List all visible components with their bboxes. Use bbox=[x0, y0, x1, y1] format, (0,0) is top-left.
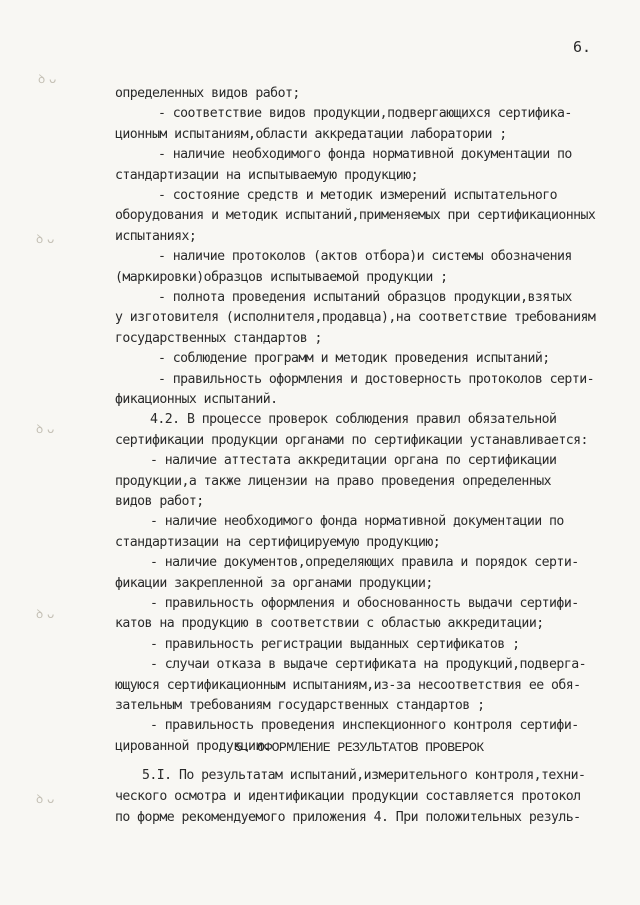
text-line: зательным требованиям государственных стандартов ; bbox=[115, 698, 485, 713]
scan-smudge: ꝺ ᴗ bbox=[36, 607, 55, 621]
text-line: фикационных испытаний. bbox=[115, 392, 278, 407]
text-line: - правильность оформления и достоверность протоколов серти- bbox=[158, 372, 594, 387]
text-line: стандартизации на испытываемую продукцию; bbox=[115, 168, 418, 183]
text-line: - правильность регистрации выданных сертификатов ; bbox=[150, 637, 520, 652]
text-line: испытаниях; bbox=[115, 229, 197, 244]
text-line: у изготовителя (исполнителя,продавца),на соответствие требованиям bbox=[115, 310, 596, 325]
text-line: стандартизации на сертифицируемую продукцию; bbox=[115, 535, 441, 550]
text-line: ционным испытаниям,области аккредатации лаборатории ; bbox=[115, 127, 507, 142]
text-line: государственных стандартов ; bbox=[115, 331, 322, 346]
text-line: - полнота проведения испытаний образцов продукции,взятых bbox=[158, 290, 572, 305]
text-line: - наличие протоколов (актов отбора)и системы обозначения bbox=[158, 249, 572, 264]
text-line: оборудования и методик испытаний,применяемых при сертификационных bbox=[115, 208, 596, 223]
page-number: 6. bbox=[573, 38, 592, 56]
text-line: фикации закрепленной за органами продукции; bbox=[115, 576, 433, 591]
text-line: видов работ; bbox=[115, 494, 204, 509]
text-line: - правильность проведения инспекционного контроля сертифи- bbox=[150, 718, 579, 733]
scan-smudge: ꝺ ᴗ bbox=[38, 72, 57, 86]
text-line: - соблюдение программ и методик проведения испытаний; bbox=[158, 351, 550, 366]
text-line: - случаи отказа в выдаче сертификата на продукций,подверга- bbox=[150, 657, 586, 672]
scan-smudge: ꝺ ᴗ bbox=[36, 422, 55, 436]
scan-smudge: ꝺ ᴗ bbox=[36, 792, 55, 806]
text-line: - наличие необходимого фонда нормативной документации по bbox=[150, 514, 564, 529]
text-line: - правильность оформления и обоснованность выдачи сертифи- bbox=[150, 596, 579, 611]
text-line: 4.2. В процессе проверок соблюдения правил обязательной bbox=[150, 412, 557, 427]
text-line: - наличие необходимого фонда нормативной документации по bbox=[158, 147, 572, 162]
text-line: по форме рекомендуемого приложения 4. При положительных резуль- bbox=[115, 810, 581, 825]
text-line: катов на продукцию в соответствии с областью аккредитации; bbox=[115, 616, 544, 631]
text-line: (маркировки)образцов испытываемой продукции ; bbox=[115, 270, 448, 285]
text-line: ческого осмотра и идентификации продукции составляется протокол bbox=[115, 789, 581, 804]
text-line: 5.I. По результатам испытаний,измерительного контроля,техни- bbox=[142, 768, 586, 783]
section-heading: 5. ОФОРМЛЕНИЕ РЕЗУЛЬТАТОВ ПРОВЕРОК bbox=[235, 740, 484, 755]
text-line: цированной продукции. bbox=[115, 739, 271, 754]
text-line: - состояние средств и методик измерений испытательного bbox=[158, 188, 558, 203]
text-line: - соответствие видов продукции,подвергающихся сертифика- bbox=[158, 106, 572, 121]
text-line: продукции,а также лицензии на право проведения определенных bbox=[115, 474, 551, 489]
text-line: - наличие документов,определяющих правила и порядок серти- bbox=[150, 555, 579, 570]
text-line: - наличие аттестата аккредитации органа по сертификации bbox=[150, 453, 557, 468]
text-line: сертификации продукции органами по сертификации устанавливается: bbox=[115, 433, 588, 448]
scan-smudge: ꝺ ᴗ bbox=[36, 232, 55, 246]
text-line: определенных видов работ; bbox=[115, 86, 300, 101]
text-line: ющуюся сертификационным испытаниям,из-за несоответствия ее обя- bbox=[115, 678, 581, 693]
